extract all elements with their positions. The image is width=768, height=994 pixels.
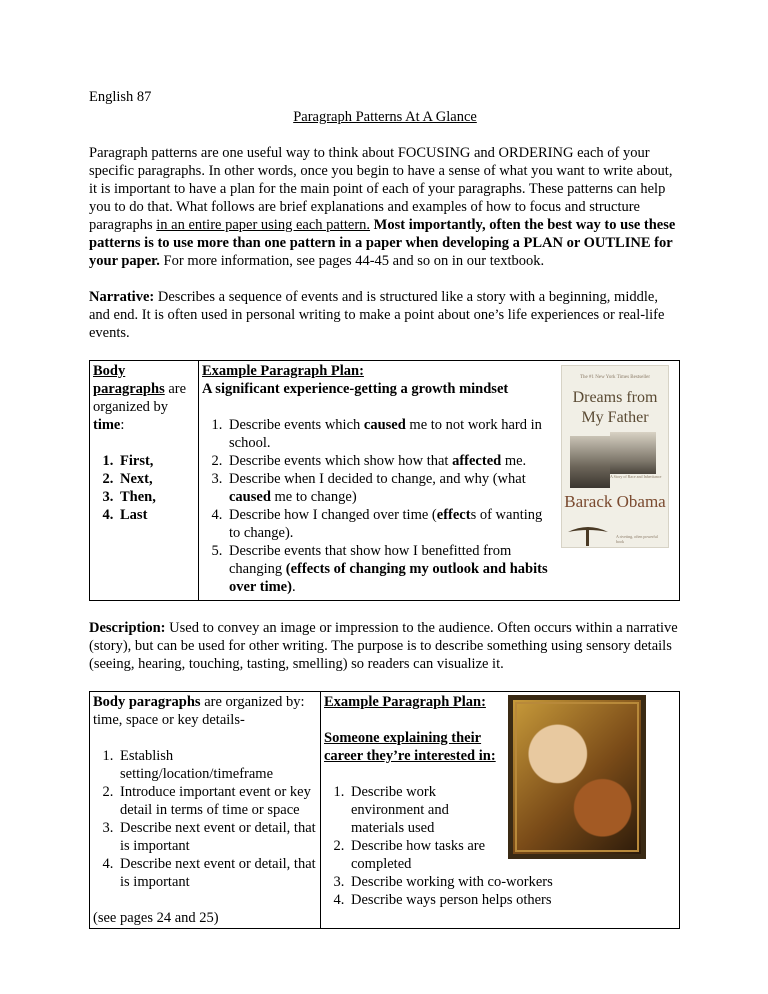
- item-bold: (effects of changing my outlook and habits over time): [229, 561, 548, 595]
- cover-photo: [570, 436, 610, 488]
- narrative-table: [89, 360, 680, 601]
- intro-paragraph: [89, 144, 681, 270]
- tree-icon: [566, 522, 610, 546]
- list-item: [226, 416, 554, 452]
- list-item: 4. Describe ways person helps others: [348, 891, 558, 909]
- description-plan-subheading: Someone explaining their career they’re interested in:: [324, 730, 496, 764]
- list-item: 2. Introduce important event or key detail in terms of time or space: [117, 783, 317, 819]
- intro-underlined-text: in an entire paper using each pattern.: [156, 217, 371, 233]
- list-item: 3. Then,: [117, 488, 195, 506]
- description-plan: [324, 693, 504, 765]
- list-item: [226, 542, 554, 596]
- narrative-plan-subheading: A significant experience-getting a growth mindset: [202, 381, 509, 397]
- list-item: 4. Last: [117, 506, 195, 524]
- item-text: Describe events which show how that: [229, 453, 453, 469]
- narrative-left-cell: [90, 361, 199, 601]
- document-page: [89, 88, 681, 929]
- list-item: [226, 506, 554, 542]
- narrative-colon: :: [120, 417, 125, 433]
- description-page-note: (see pages 24 and 25): [93, 910, 219, 926]
- description-left-cell: [90, 692, 321, 929]
- item-text: me.: [501, 453, 527, 469]
- list-item: 1. Describe work environment and materials used: [348, 783, 481, 837]
- description-steps-list: [93, 747, 317, 891]
- narrative-paragraph: [89, 288, 681, 342]
- description-right-cell: [321, 692, 680, 929]
- list-item: 2. Next,: [117, 470, 195, 488]
- narrative-organized-by: [93, 362, 195, 434]
- description-heading: Description:: [89, 620, 166, 636]
- narrative-heading: Narrative:: [89, 289, 155, 305]
- description-plan-heading: Example Paragraph Plan:: [324, 694, 486, 710]
- narrative-body-label: Body paragraphs: [93, 363, 165, 397]
- item-text: Describe events which: [229, 417, 364, 433]
- item-text: .: [291, 579, 296, 595]
- list-item: [226, 452, 554, 470]
- list-item: 4. Describe next event or detail, that is important: [117, 855, 317, 891]
- item-text: me to change): [270, 489, 357, 505]
- narrative-order-list: [93, 452, 195, 524]
- list-item: 1. First,: [117, 452, 195, 470]
- description-paragraph: [89, 619, 681, 673]
- list-item: 3. Describe next event or detail, that is important: [117, 819, 317, 855]
- description-table: [89, 691, 680, 929]
- item-text: s of wanting to change).: [229, 507, 543, 541]
- painting-image: [508, 695, 646, 859]
- intro-bold-text: Most importantly, often the best way to use these patterns is to use more than one pattern in a paper when developing a PLAN or OUTLINE for your paper.: [89, 217, 676, 269]
- narrative-plan-list: [202, 416, 554, 596]
- cover-title: Dreams from My Father: [572, 389, 658, 426]
- book-cover-image: [561, 365, 669, 548]
- item-text: Describe when I decided to change, and why (what: [229, 471, 526, 487]
- document-title: Paragraph Patterns At A Glance: [293, 109, 477, 125]
- cover-top-label: The #1 New York Times Bestseller: [579, 375, 650, 380]
- narrative-plan-heading: Example Paragraph Plan:: [202, 363, 364, 379]
- description-organized-by: [93, 693, 317, 729]
- list-item: 2. Describe how tasks are completed: [348, 837, 501, 873]
- description-organized-text: are organized by: time, space or key details-: [93, 694, 305, 728]
- item-bold: caused: [229, 489, 271, 505]
- cover-subtitle: A Story of Race and Inheritance: [610, 474, 662, 479]
- cover-author: Barack Obama: [564, 492, 666, 511]
- intro-text-1: Paragraph patterns are one useful way to think about FOCUSING and ORDERING each of your specific paragraphs. In other words, once you begin to have a sense of what you want to write about, it is important to have a plan for the main point of each of your paragraphs. These patterns can help you to do that. What follows are brief explanations and examples of how to focus and structure paragraphs: [89, 145, 673, 233]
- description-text: Used to convey an image or impression to the audience. Often occurs within a narrative (story), but can be used for other writing. The purpose is to describe something using sensory details (seeing, hearing, touching, tasting, smelling) so readers can visualize it.: [89, 620, 678, 672]
- cover-photo: [610, 432, 656, 474]
- list-item: 1. Establish setting/location/timeframe: [117, 747, 317, 783]
- narrative-plan: [202, 362, 554, 596]
- item-text: me to not work hard in school.: [229, 417, 542, 451]
- item-bold: effect: [436, 507, 471, 523]
- list-item: 3. Describe working with co-workers: [348, 873, 558, 891]
- description-body-label: Body paragraphs: [93, 694, 201, 710]
- item-bold: caused: [363, 417, 406, 433]
- narrative-right-cell: [199, 361, 680, 601]
- item-text: Describe events that show how I benefitted from changing: [229, 543, 512, 577]
- item-text: Describe how I changed over time (: [229, 507, 437, 523]
- narrative-text: Describes a sequence of events and is structured like a story with a beginning, middle, and end. It is often used in personal writing to make a point about one’s life experiences or real-life events.: [89, 289, 665, 341]
- cover-quote: A riveting, often powerful book: [616, 534, 658, 544]
- course-label: English 87: [89, 89, 152, 105]
- narrative-time-word: time: [93, 417, 121, 433]
- item-bold: affected: [452, 453, 502, 469]
- painting-frame: [515, 702, 639, 852]
- list-item: [226, 470, 554, 506]
- intro-text-2: For more information, see pages 44-45 and so on in our textbook.: [159, 253, 545, 269]
- narrative-are-text: are organized by: [93, 381, 187, 415]
